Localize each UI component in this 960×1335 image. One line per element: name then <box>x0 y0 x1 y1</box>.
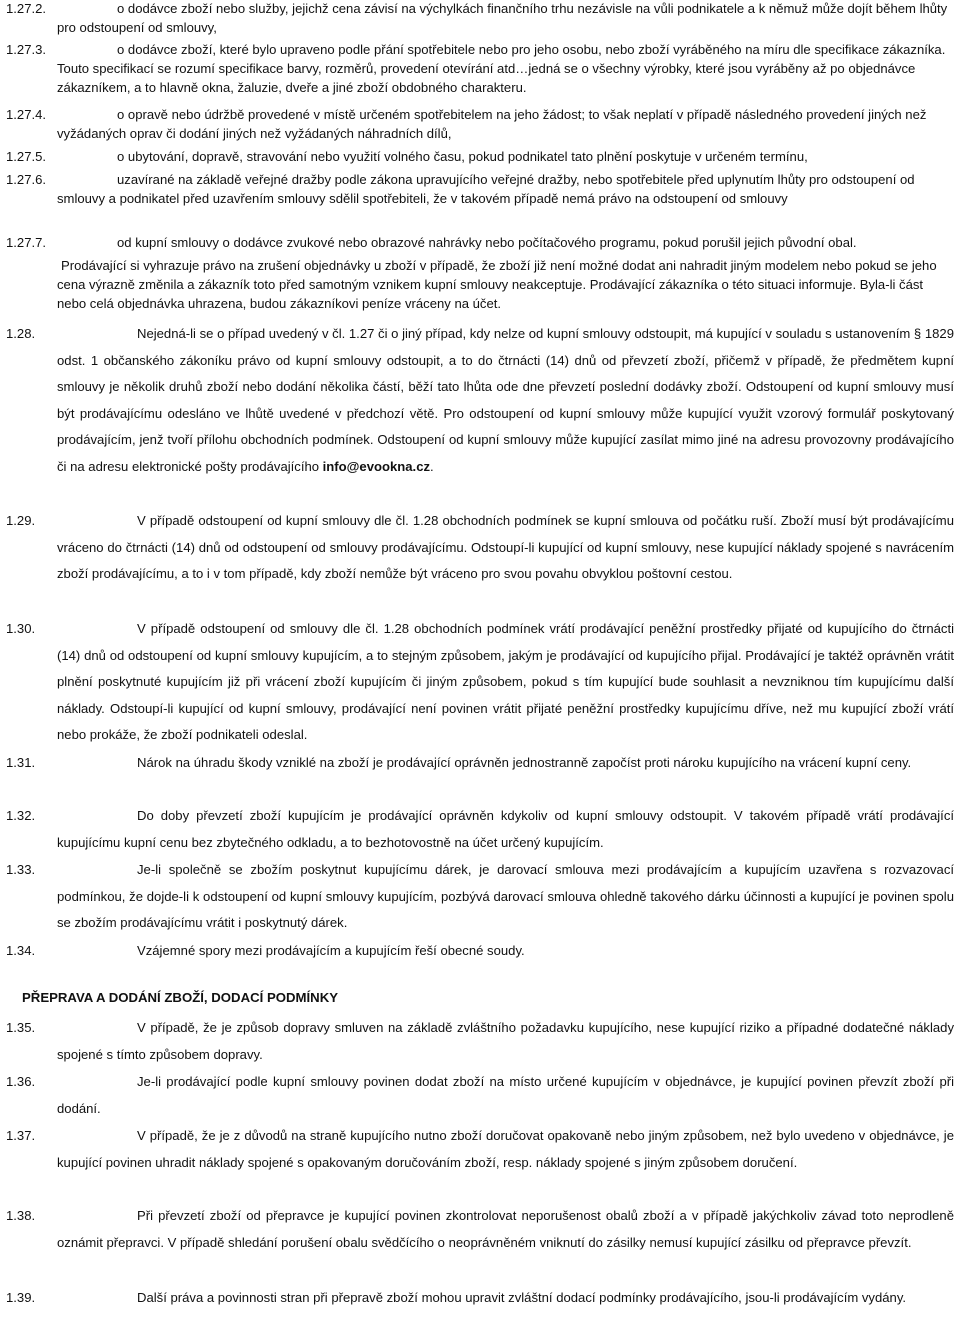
clause-number: 1.32. <box>6 808 36 823</box>
clause-text: Při převzetí zboží od přepravce je kupující povinen zkontrolovat neporušenost obalů zboží a v případě jakýchkoliv závad toto neprodleně oznámit přepravci. V případě shledání porušení obalu svědčícího o neoprávněném vniknutí do zásilky nemusí kupující zásilku od přepravce převzít. <box>57 1208 954 1250</box>
clause <box>0 750 960 777</box>
reservation-text: Prodávající si vyhrazuje právo na zrušení objednávky u zboží v případě, že zboží již není možné dodat ani nahradit jiným modelem nebo pokud se jeho cena výrazně změnila a zákazník toto před samotným vznikem kupní smlouvy neakceptuje. Prodávající zákazníka o této situaci informuje. Byla-li část nebo celá objednávka uhrazena, budou zákazníkovi peníze vráceny na účet. <box>57 258 937 311</box>
item-number: 1.27.2. <box>6 1 47 16</box>
clause-number: 1.37. <box>6 1128 36 1143</box>
clause <box>0 321 960 480</box>
clause-text: V případě odstoupení od smlouvy dle čl. 1.28 obchodních podmínek vrátí prodávající peněžní prostředky přijaté od kupujícího do čtrnácti (14) dnů od odstoupení od kupní smlouvy kupujícím, a to stejným způsobem, jakým je prodávající od kupujícího přijal. Prodávající je taktéž oprávněn vrátit plnění poskytnuté kupujícím již při vrácení zboží kupujícím či jiným způsobem, pokud s tím kupující bude souhlasit a nevzniknou tím kupujícímu další náklady. Odstoupí-li kupující od kupní smlouvy, prodávající není povinen vrátit přijaté peněžní prostředky kupujícímu dříve, než mu kupující zboží vrátí nebo prokáže, že zboží podnikateli odeslal. <box>57 621 954 742</box>
item-text: o ubytování, dopravě, stravování nebo využití volného času, pokud podnikatel tato plnění poskytuje v určeném termínu, <box>117 149 808 164</box>
clause-number: 1.38. <box>6 1208 36 1223</box>
clause-text: V případě odstoupení od kupní smlouvy dle čl. 1.28 obchodních podmínek se kupní smlouva od počátku ruší. Zboží musí být prodávajícímu vráceno do čtrnácti (14) dnů od odstoupení od smlouvy prodávajícímu. Odstoupí-li kupující od kupní smlouvy, nese kupující náklady spojené s navrácením zboží prodávajícímu, a to i v tom případě, kdy zboží nemůže být vráceno pro svou povahu obvyklou poštovní cestou. <box>57 513 954 581</box>
clause-number: 1.33. <box>6 862 36 877</box>
clause-number: 1.30. <box>6 621 36 636</box>
item-number: 1.27.7. <box>6 235 47 250</box>
clause-text: Vzájemné spory mezi prodávajícím a kupujícím řeší obecné soudy. <box>137 943 525 958</box>
item-number: 1.27.6. <box>6 172 47 187</box>
clause <box>0 938 960 965</box>
clause-text: Je-li prodávající podle kupní smlouvy povinen dodat zboží na místo určené kupujícím v objednávce, je kupující povinen převzít zboží při dodání. <box>57 1074 954 1116</box>
clause <box>0 1015 960 1068</box>
clause <box>0 1069 960 1122</box>
clause <box>0 616 960 749</box>
clause-number: 1.36. <box>6 1074 36 1089</box>
clause-number: 1.29. <box>6 513 36 528</box>
item-text: od kupní smlouvy o dodávce zvukové nebo obrazové nahrávky nebo počítačového programu, pokud porušil jejich původní obal. <box>117 235 857 250</box>
item-number: 1.27.5. <box>6 149 47 164</box>
clause <box>0 1203 960 1256</box>
clause-text: Nárok na úhradu škody vzniklé na zboží je prodávající oprávněn jednostranně započíst proti nároku kupujícího na vrácení kupní ceny. <box>137 755 912 770</box>
clause <box>0 1285 960 1312</box>
clause-number: 1.28. <box>6 326 36 341</box>
clause <box>0 857 960 937</box>
clause-text: Další práva a povinnosti stran při přepravě zboží mohou upravit zvláštní dodací podmínky prodávajícího, jsou-li prodávajícím vydány. <box>137 1290 907 1305</box>
item-number: 1.27.3. <box>6 42 47 57</box>
clause-text-end: . <box>430 458 434 474</box>
clause <box>0 803 960 856</box>
clause <box>0 1123 960 1176</box>
clause-text: Nejedná-li se o případ uvedený v čl. 1.27 či o jiný případ, kdy nelze od kupní smlouvy odstoupit, má kupující v souladu s ustanovením § 1829 odst. 1 občanského zákoníku právo od kupní smlouvy odstoupit, a to do čtrnácti (14) dnů od převzetí zboží, přičemž v případě, že předmětem kupní smlouvy je několik druhů zboží nebo dodání několika částí, běží tato lhůta ode dne převzetí poslední dodávky zboží. Odstoupení od kupní smlouvy musí být prodávajícímu odesláno ve lhůtě uvedené v předchozí větě. Pro odstoupení od kupní smlouvy může kupující využit vzorový formulář poskytovaný prodávajícím, jenž tvoří přílohu obchodních podmínek. Odstoupení od kupní smlouvy může kupující zasílat mimo jiné na adresu provozovny prodávajícího či na adresu elektronické pošty prodávajícího <box>57 326 954 474</box>
section-heading: PŘEPRAVA A DODÁNÍ ZBOŽÍ, DODACÍ PODMÍNKY <box>22 990 339 1005</box>
item-text: o dodávce zboží, které bylo upraveno podle přání spotřebitele nebo pro jeho osobu, nebo zboží vyráběného na míru dle specifikace zákazníka. Touto specifikací se rozumí specifikace barvy, rozměrů, provedení otevírání atd…jedná se o všechny výrobky, které jsou vyráběny až po objednávce zákazníkem, a to hlavně okna, žaluzie, dveře a jiné zboží obdobného charakteru. <box>57 42 946 95</box>
clause-text: Je-li společně se zbožím poskytnut kupujícímu dárek, je darovací smlouva mezi prodávajícím a kupujícím uzavřena s rozvazovací podmínkou, že dojde-li k odstoupení od kupní smlouvy kupujícím, pozbývá darovací smlouva ohledně takového dárku účinnosti a kupující je povinen spolu se zbožím prodávajícímu vrátit i poskytnutý dárek. <box>57 862 954 930</box>
item-text: o dodávce zboží nebo služby, jejichž cena závisí na výchylkách finančního trhu nezávisle na vůli podnikatele a k němuž může dojít během lhůty pro odstoupení od smlouvy, <box>57 1 948 35</box>
clause-text: V případě, že je způsob dopravy smluven na základě zvláštního požadavku kupujícího, nese kupující riziko a případné dodatečné náklady spojené s tímto způsobem dopravy. <box>57 1020 954 1062</box>
clause-number: 1.34. <box>6 943 36 958</box>
clause-number: 1.31. <box>6 755 36 770</box>
clause-number: 1.35. <box>6 1020 36 1035</box>
item-text: uzavírané na základě veřejné dražby podle zákona upravujícího veřejné dražby, nebo spotřebitele před uplynutím lhůty pro odstoupení od smlouvy a podnikatel před uzavřením smlouvy sdělil spotřebiteli, že v takovém případě nemá právo na odstoupení od smlouvy <box>57 172 915 206</box>
clause <box>0 508 960 588</box>
email-link[interactable]: info@evookna.cz <box>322 458 431 474</box>
item-text: o opravě nebo údržbě provedené v místě určeném spotřebitelem na jeho žádost; to však neplatí v případě následného provedení jiných než vyžádaných oprav či dodání jiných než vyžádaných náhradních dílů, <box>57 107 927 141</box>
clause-number: 1.39. <box>6 1290 36 1305</box>
clause-text: V případě, že je z důvodů na straně kupujícího nutno zboží doručovat opakovaně nebo jiným způsobem, než bylo uvedeno v objednávce, je kupující povinen uhradit náklady spojené s opakovaným doručováním zboží, resp. náklady spojené s jiným způsobem doručení. <box>57 1128 954 1170</box>
item-number: 1.27.4. <box>6 107 47 122</box>
clause-text: Do doby převzetí zboží kupujícím je prodávající oprávněn kdykoliv od kupní smlouvy odstoupit. V takovém případě vrátí prodávající kupujícímu kupní cenu bez zbytečného odkladu, a to bezhotovostně na účet určený kupujícím. <box>57 808 954 850</box>
